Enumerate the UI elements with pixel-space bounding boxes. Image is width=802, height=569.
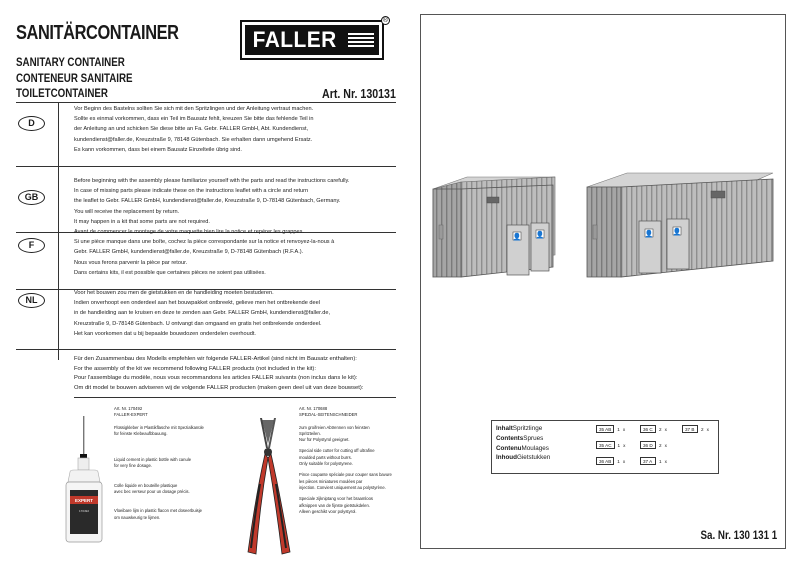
page-title: SANITÄRCONTAINER [16, 22, 179, 44]
sprue-code: 36 AB [596, 457, 614, 465]
text-line: Pour l'assemblage du modèle, nous vous recommandons les articles FALLER suivants (non inclus dans le kit): [74, 375, 358, 382]
person-icon: 👤 [644, 230, 654, 238]
person-icon: 👤 [512, 233, 522, 241]
text-line: Before beginning with the assembly please familiarize yourself with the parts and read the instructions carefully. [74, 178, 350, 184]
text-line: Pince coupante spéciale pour couper sans bavure [299, 472, 392, 478]
contents-label: Moulages [521, 444, 549, 452]
sprue-item [596, 441, 625, 449]
sprue-item [682, 425, 709, 433]
text-line: Vloeibare lijm in plastic flacon met doseerbuisje [114, 508, 202, 514]
vent [711, 191, 725, 198]
divider [74, 397, 396, 398]
sprue-item [640, 457, 667, 465]
text-line: Für den Zusammenbau des Modells empfehlen wir folgende FALLER-Artikel (sind nicht im Bausatz enthalten): [74, 356, 357, 362]
text-line: Voor het bouwen zou men de gietstukken en de handleiding moeten bestuderen. [74, 290, 274, 296]
contents-labels [496, 424, 550, 463]
sprue-code: 36 D [640, 441, 656, 449]
contents-label-bold: Inhalt [496, 425, 513, 432]
text-line: You will receive the replacement by return. [74, 208, 180, 215]
product-glue [114, 406, 204, 521]
contents-label: Spritzlinge [512, 425, 543, 432]
text-line: in de handleiding aan te kruisen en deze te zenden aan Gebr. FALLER GmbH, kundendienst@faller.de, [74, 310, 331, 317]
text-line: Indien onverhoopt een onderdeel aan het bouwpakket ontbreekt, gelieve men het ontbrekende deel [74, 300, 320, 307]
text-line: Nur für Polystyrol geeignet. [299, 437, 350, 443]
text-line: Kreuzstraße 9, D-78148 Gütenbach. U ontvangt dan omgaand en gratis het ontbrekende onderdeel. [74, 320, 322, 327]
subtitles [16, 56, 133, 103]
product-name: FALLER-EXPERT [114, 412, 148, 418]
text-line: avec bec verseur pour un dosage précis. [114, 489, 190, 495]
contents-label: Gietstukken [516, 454, 551, 462]
text-line: kundendienst@faller.de, Kreuzstraße 9, 78148 Gütenbach. Sie erhalten dann umgehend Ersatz. [74, 136, 313, 143]
sanitary-containers-image [421, 155, 787, 295]
person-icon: 👤 [535, 231, 545, 239]
sprue-code: 37 B [682, 425, 698, 433]
text-line: afknippen van de fijnste gietstukdelen. [299, 502, 371, 508]
product-name: SPEZIAL-SEITENSCHNEIDER [299, 412, 358, 418]
sprue-item [640, 425, 667, 433]
text-line: for very fine dosage. [114, 463, 152, 469]
text-line: It may happen in a kit that some parts are not required. [74, 218, 210, 225]
product-cutter [299, 406, 392, 515]
registered-mark-icon: ® [382, 17, 389, 24]
small-container [433, 177, 555, 277]
right-sheet [420, 14, 786, 549]
sprue-qty: 1 [659, 458, 662, 464]
sprue-x: x [623, 442, 626, 448]
text-line: Avant de commencer le montage de votre maquette bien lire la notice et repérer les grappes. [74, 229, 304, 235]
language-block-de [16, 102, 396, 167]
text-line: Alleen geschikt voor polystyrol. [299, 508, 357, 514]
text-line: moulded parts without burrs. [299, 454, 352, 460]
text-line: Sollte es einmal vorkommen, dass ein Teil im Bausatz fehlt, kreuzen Sie bitte das fehlende Teil in [74, 116, 314, 123]
text-line: Only suitable for polystyrene. [299, 461, 353, 467]
text-line: Liquid cement in plastic bottle with canule [114, 457, 192, 463]
subtitle-nl: TOILETCONTAINER [16, 88, 108, 100]
sprue-qty: 1 [617, 426, 620, 432]
vent [487, 197, 499, 203]
language-block-nl [16, 290, 396, 350]
cutter-handle-left [248, 454, 268, 554]
text-line: Nous vous ferons parvenir la pièce par retour. [74, 259, 188, 266]
sprue-x: x [622, 426, 626, 432]
bottle-shoulder [68, 470, 100, 482]
subtitle-fr: CONTENEUR SANITAIRE [16, 72, 133, 85]
sprue-code: 36 C [640, 425, 656, 433]
contents-label-bold: Inhoud [496, 454, 517, 462]
language-badge-gb: GB [18, 190, 45, 205]
text-line: the leaflet to Gebr. FALLER GmbH, kundendienst@faller.de, Kreuzstraße 9, D-78148 Gütenbach, Germany. [74, 198, 341, 205]
logo-text: FALLER [252, 27, 337, 52]
sa-number: Sa. Nr. 130 131 1 [700, 530, 777, 542]
text-line: Spritzteilen. [299, 430, 321, 436]
text-line: Speciale zijkniptang voor het braamloos [299, 496, 374, 502]
text-line: für feinste Klebeaufbbauung. [114, 430, 168, 436]
sprue-x: x [664, 426, 667, 432]
contents-label: Sprues [523, 434, 544, 442]
sprue-qty: 1 [617, 442, 621, 448]
sprue-x: x [664, 442, 667, 448]
text-line: der Anleitung an und schicken Sie diese bitte an Fa. Gebr. FALLER GmbH, Abt. Kundendienst, [74, 126, 309, 133]
text-line: Es kann vorkommen, dass bei einem Bausatz Einzelteile übrig sind. [74, 146, 242, 153]
text-line: injection. Convient uniquement au polystyrène. [299, 484, 386, 490]
language-badge-fr: F [18, 238, 45, 253]
bottle-label-number: 170492 [78, 509, 90, 513]
sprue-code: 37 A [640, 457, 656, 465]
left-sheet [16, 14, 396, 554]
subtitle-en: SANITARY CONTAINER [16, 57, 125, 69]
large-container [587, 173, 773, 277]
recommendation-intro [74, 355, 363, 393]
sprue-x: x [706, 426, 709, 432]
text-line: Vor Beginn des Bastelns sollten Sie sich mit den Spritzlingen und der Anleitung vertraut machen. [74, 106, 314, 112]
text-line: Dans certains kits, il est possible que certaines pièces ne soient pas utilisées. [74, 269, 266, 276]
contents-label-bold: Contents [496, 434, 524, 442]
language-block-fr [16, 229, 396, 290]
sprue-x: x [664, 458, 667, 464]
text-line: Special side cutter for cutting off ultrafine [299, 448, 375, 454]
text-line: les pièces miniatures moulées par [299, 478, 363, 484]
sprue-code: 35 AC [596, 441, 615, 449]
faller-logo [240, 17, 389, 60]
language-text-nl [74, 288, 392, 339]
sprue-code: 35 AB [596, 425, 614, 433]
sprue-x: x [622, 458, 626, 464]
text-line: Si une pièce manque dans une boîte, cochez la pièce correspondante sur la notice et renvoyez-la-nous à [74, 239, 335, 246]
person-icon: 👤 [672, 228, 682, 236]
product-art-nr: Art. Nr. 170688 [299, 406, 328, 411]
text-line: zum groifreien Abtrennen von feinsten [299, 424, 370, 430]
language-text-fr [74, 227, 392, 278]
contents-label-bold: Contenu [496, 444, 522, 452]
text-line: Gebr. FALLER GmbH, kundendienst@faller.de, Kreuzstraße 9, D-78148 Gütenbach (R.F.A.). [74, 249, 304, 256]
bottle-neck [78, 458, 89, 470]
canule-cap [80, 454, 87, 458]
language-block-gb [16, 167, 396, 233]
sprue-qty: 2 [659, 426, 662, 432]
article-number: Art. Nr. 130131 [322, 87, 396, 101]
text-line: In case of missing parts please indicate these on the instructions leaflet with a circle and return [74, 188, 309, 195]
text-line: For the assembly of the kit we recommend following FALLER products (not included in the kit): [74, 365, 316, 372]
text-line: Om dit model te bouwen adviseren wij de volgende FALLER producten (maken geen deel uit van deze bouwset): [74, 384, 364, 391]
language-text-de [74, 104, 392, 155]
bottle-label-text: EXPERT [74, 498, 94, 503]
canule [83, 416, 84, 456]
text-line: Colle liquide en bouteille plastique [114, 482, 178, 488]
contents-box [491, 420, 719, 474]
sprue-qty: 1 [617, 458, 620, 464]
glue-bottle-image [58, 416, 114, 556]
door [667, 219, 689, 269]
side-cutter-image [238, 414, 300, 559]
language-badge-nl: NL [18, 293, 45, 308]
logo-stripes-icon [348, 33, 374, 47]
sprue-item [596, 457, 625, 465]
text-line: om nauwkeurig te lijmen. [114, 514, 161, 520]
sprue-qty: 2 [701, 426, 704, 432]
sprue-item [596, 425, 625, 433]
language-text-gb [74, 176, 392, 227]
product-art-nr: Art. Nr. 170492 [114, 406, 143, 411]
sprue-item [640, 441, 667, 449]
sprue-qty: 2 [659, 442, 662, 448]
text-line: Het kan voorkomen dat u bij bepaalde bouwdozen onderdelen overhoudt. [74, 330, 256, 337]
language-badge-de: D [18, 116, 45, 131]
text-line: Flüssigkleber in Plastikflasche mit Spezialkanüle [114, 424, 204, 430]
